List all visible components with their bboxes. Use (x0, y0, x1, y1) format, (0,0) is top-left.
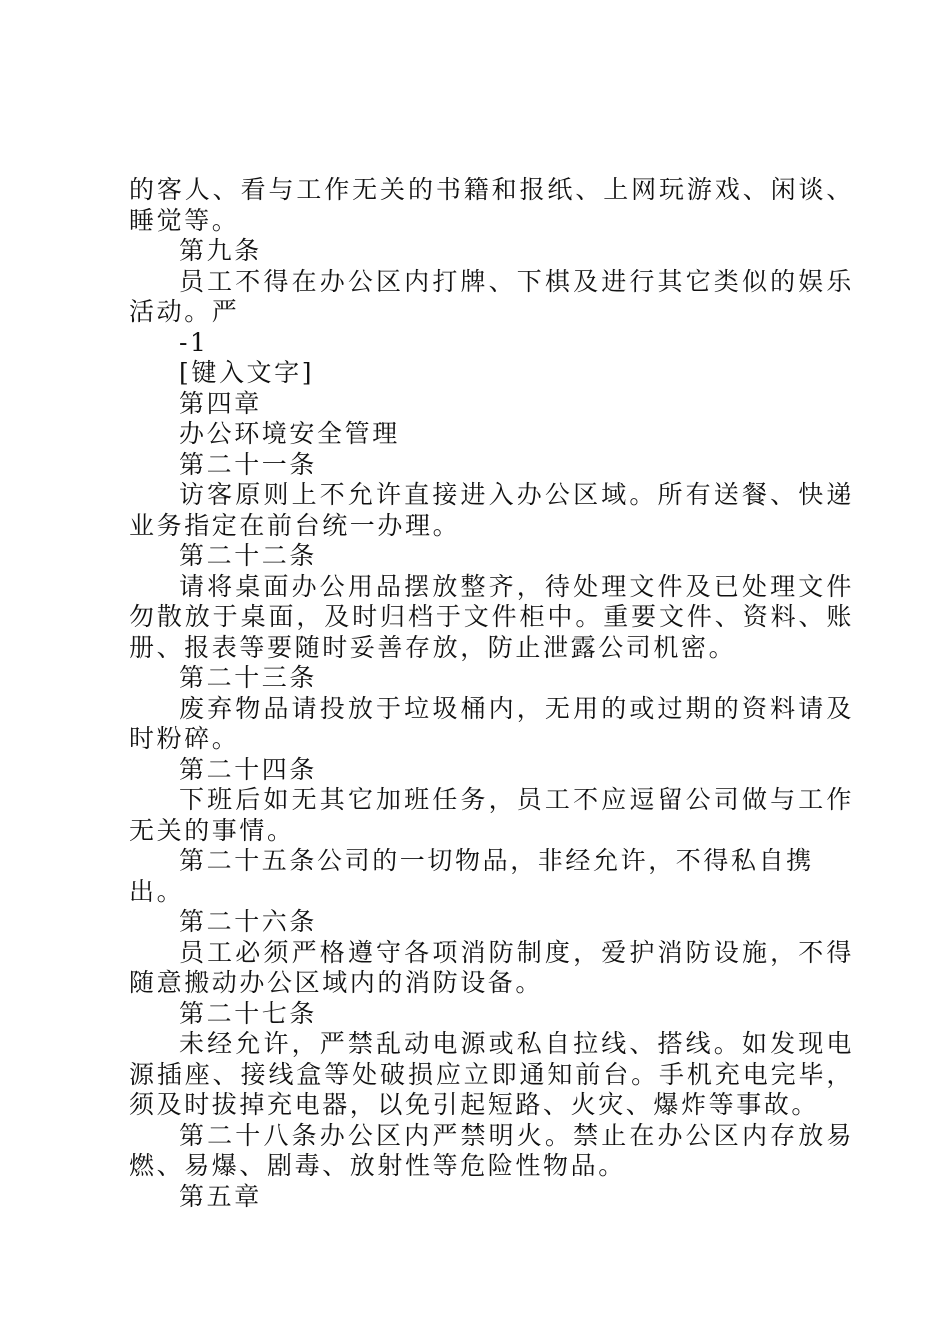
article-heading: 第二十四条 (179, 754, 318, 784)
article-heading: 第二十七条 (179, 998, 318, 1028)
article-heading: 第二十三条 (179, 663, 318, 692)
placeholder-text: [键入文字] (179, 358, 315, 387)
paragraph: 未经允许，严禁乱动电源或私自拉线、搭线。如发现电源插座、接线盒等处破损应立即通知前台。手机充电完毕，须及时拔掉充电器，以免引起短路、火灾、爆炸等事故。 (129, 1029, 854, 1119)
document-body (129, 175, 854, 1212)
chapter-heading: 第五章 (179, 1181, 262, 1211)
paragraph: 访客原则上不允许直接进入办公区域。所有送餐、快递业务指定在前台统一办理。 (129, 480, 854, 540)
paragraph: 第二十八条办公区内严禁明火。禁止在办公区内存放易燃、易爆、剧毒、放射性等危险性物品。 (129, 1120, 854, 1180)
article-heading: 第九条 (179, 236, 262, 265)
paragraph: 废弃物品请投放于垃圾桶内，无用的或过期的资料请及时粉碎。 (129, 693, 854, 753)
article-heading: 第二十六条 (179, 907, 318, 936)
paragraph-continuation: 的客人、看与工作无关的书籍和报纸、上网玩游戏、闲谈、睡觉等。 (129, 175, 854, 235)
page-number: -1 (179, 327, 209, 357)
paragraph: 下班后如无其它加班任务，员工不应逗留公司做与工作无关的事情。 (129, 785, 854, 845)
article-heading: 第二十二条 (179, 541, 318, 570)
chapter-title: 办公环境安全管理 (179, 419, 400, 448)
paragraph: 请将桌面办公用品摆放整齐，待处理文件及已处理文件勿散放于桌面，及时归档于文件柜中。重要文件、资料、账册、报表等要随时妥善存放，防止泄露公司机密。 (129, 571, 854, 662)
paragraph: 第二十五条公司的一切物品，非经允许，不得私自携出。 (129, 846, 814, 906)
paragraph: 员工必须严格遵守各项消防制度，爱护消防设施，不得随意搬动办公区域内的消防设备。 (129, 937, 854, 997)
chapter-heading: 第四章 (179, 388, 262, 418)
article-heading: 第二十一条 (179, 449, 318, 479)
paragraph: 员工不得在办公区内打牌、下棋及进行其它类似的娱乐活动。严 (129, 266, 854, 326)
